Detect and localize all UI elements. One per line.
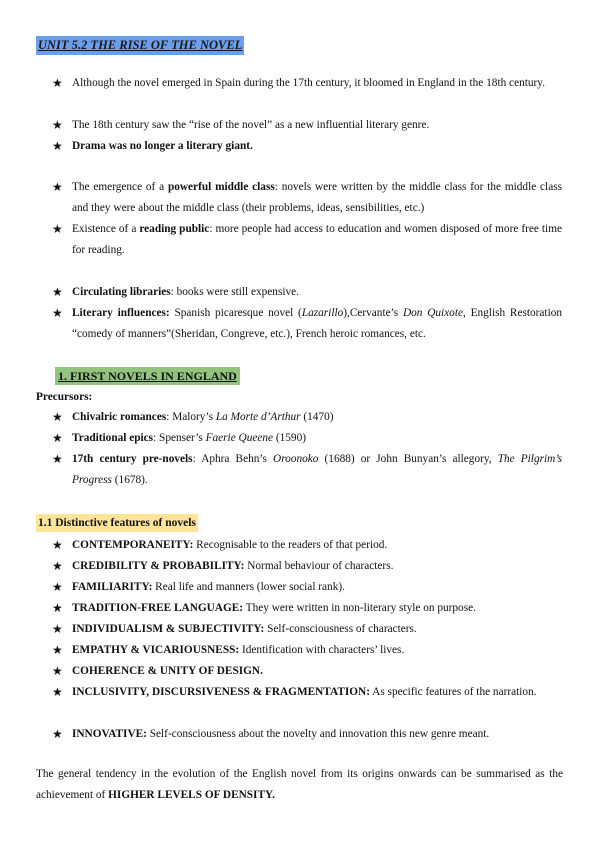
star-icon: ★	[52, 452, 63, 466]
feature-text: As specific features of the narration.	[369, 686, 537, 698]
star-icon: ★	[52, 538, 63, 552]
bullet-item	[52, 449, 562, 490]
feature-text: Normal behaviour of characters.	[244, 560, 394, 572]
bullet-item	[52, 303, 562, 344]
bullet-text: (1688) or John Bunyan’s allegory,	[318, 453, 498, 465]
star-icon: ★	[52, 306, 63, 320]
star-icon: ★	[52, 118, 63, 132]
bullet-text: ),Cervante’s	[343, 307, 403, 319]
bullet-item	[52, 282, 562, 303]
bullet-text: The emergence of a	[72, 181, 168, 193]
star-icon: ★	[52, 685, 63, 699]
bullet-item	[52, 136, 562, 157]
feature-label: CONTEMPORANEITY:	[72, 539, 194, 551]
star-icon: ★	[52, 622, 63, 636]
bullet-bold-text: powerful middle class	[167, 181, 275, 193]
bullet-item	[52, 177, 562, 218]
feature-item	[52, 619, 562, 640]
star-icon: ★	[52, 664, 63, 678]
subsection-heading: 1.1 Distinctive features of novels	[36, 514, 198, 532]
bullet-bold-text: 17th century pre-novels	[72, 453, 193, 465]
star-icon: ★	[52, 601, 63, 615]
bullet-text: Existence of a	[72, 223, 140, 235]
bullet-text: , English Restoration “comedy of manners”(Sheridan, Congreve, etc.), French heroic romances, etc.	[72, 307, 563, 340]
feature-item	[52, 556, 562, 577]
star-icon: ★	[52, 285, 63, 299]
bullet-bold-text: Literary influences:	[72, 307, 170, 319]
work-title: Faerie Queene	[205, 432, 274, 444]
page-title: UNIT 5.2 THE RISE OF THE NOVEL	[36, 36, 244, 55]
star-icon: ★	[52, 727, 63, 741]
feature-item	[52, 640, 562, 661]
bullet-text: (1590)	[273, 432, 306, 444]
bullet-bold-text: Drama was no longer a literary giant.	[72, 140, 253, 152]
bullet-text: (1470)	[300, 411, 334, 423]
star-icon: ★	[52, 180, 63, 194]
bullet-text: : Malory’s	[166, 411, 216, 423]
bullet-text: : novels were written by the middle class for the middle class and they were about the middle class (their problems, ideas, sensibilities, etc.)	[72, 181, 563, 214]
bullet-bold-text: reading public	[139, 223, 210, 235]
feature-label: INDIVIDUALISM & SUBJECTIVITY:	[72, 623, 265, 635]
bullet-bold-text: Traditional epics	[72, 432, 154, 444]
feature-item	[52, 535, 562, 556]
feature-label: CREDIBILITY & PROBABILITY:	[72, 560, 245, 572]
bullet-item	[52, 428, 562, 449]
bullet-text: : Aphra Behn’s	[192, 453, 274, 465]
feature-item	[52, 661, 562, 682]
feature-item	[52, 682, 562, 703]
star-icon: ★	[52, 559, 63, 573]
feature-item	[52, 598, 562, 619]
bullet-item	[52, 407, 562, 428]
star-icon: ★	[52, 222, 63, 236]
bullet-item	[52, 115, 562, 136]
star-icon: ★	[52, 431, 63, 445]
work-title: Lazarillo	[301, 307, 344, 319]
star-icon: ★	[52, 139, 63, 153]
feature-item	[52, 724, 562, 745]
bullet-item	[52, 73, 562, 94]
bullet-text: : more people had access to education and women disposed of more free time for reading.	[72, 223, 562, 256]
work-title: Don Quixote	[402, 307, 463, 319]
feature-text: Self-consciousness about the novelty and innovation this new genre meant.	[146, 728, 490, 740]
star-icon: ★	[52, 580, 63, 594]
bullet-text: The 18th century saw the “rise of the novel” as a new influential literary genre.	[72, 119, 430, 131]
bullet-text: Although the novel emerged in Spain during the 17th century, it bloomed in England in the 18th century.	[72, 77, 546, 89]
feature-label: COHERENCE & UNITY OF DESIGN.	[72, 665, 263, 677]
feature-text: Real life and manners (lower social rank).	[152, 581, 345, 593]
work-title: The Pilgrim’s Progress	[72, 453, 562, 486]
feature-label: EMPATHY & VICARIOUSNESS:	[72, 644, 240, 656]
bullet-text: : Spenser’s	[153, 432, 206, 444]
feature-text: They were written in non-literary style on purpose.	[243, 602, 476, 614]
precursors-label: Precursors:	[36, 391, 93, 403]
feature-label: INNOVATIVE:	[72, 728, 147, 740]
conclusion-bold-text: HIGHER LEVELS OF DENSITY.	[108, 789, 275, 801]
bullet-bold-text: Chivalric romances	[72, 411, 167, 423]
star-icon: ★	[52, 410, 63, 424]
feature-item	[52, 577, 562, 598]
work-title: La Morte d’Arthur	[215, 411, 301, 423]
feature-text: Recognisable to the readers of that period.	[193, 539, 388, 551]
bullet-item	[52, 219, 562, 260]
bullet-text: (1678).	[111, 473, 148, 486]
conclusion-text: The general tendency in the evolution of the English novel from its origins onwards can be summarised as the achievement of	[36, 768, 563, 801]
feature-label: FAMILIARITY:	[72, 581, 153, 593]
bullet-bold-text: Circulating libraries	[72, 286, 171, 298]
bullet-text: : books were still expensive.	[170, 286, 299, 298]
feature-text: Self-consciousness of characters.	[264, 623, 417, 635]
conclusion-paragraph	[36, 764, 563, 806]
work-title: Oroonoko	[273, 453, 319, 465]
feature-text: Identification with characters’ lives.	[239, 644, 405, 656]
feature-label: INCLUSIVITY, DISCURSIVENESS & FRAGMENTATION:	[72, 686, 370, 698]
star-icon: ★	[52, 76, 63, 90]
star-icon: ★	[52, 643, 63, 657]
feature-label: TRADITION-FREE LANGUAGE:	[72, 602, 244, 614]
section-heading: 1. FIRST NOVELS IN ENGLAND	[55, 367, 240, 385]
bullet-text: Spanish picaresque novel (	[169, 307, 302, 319]
